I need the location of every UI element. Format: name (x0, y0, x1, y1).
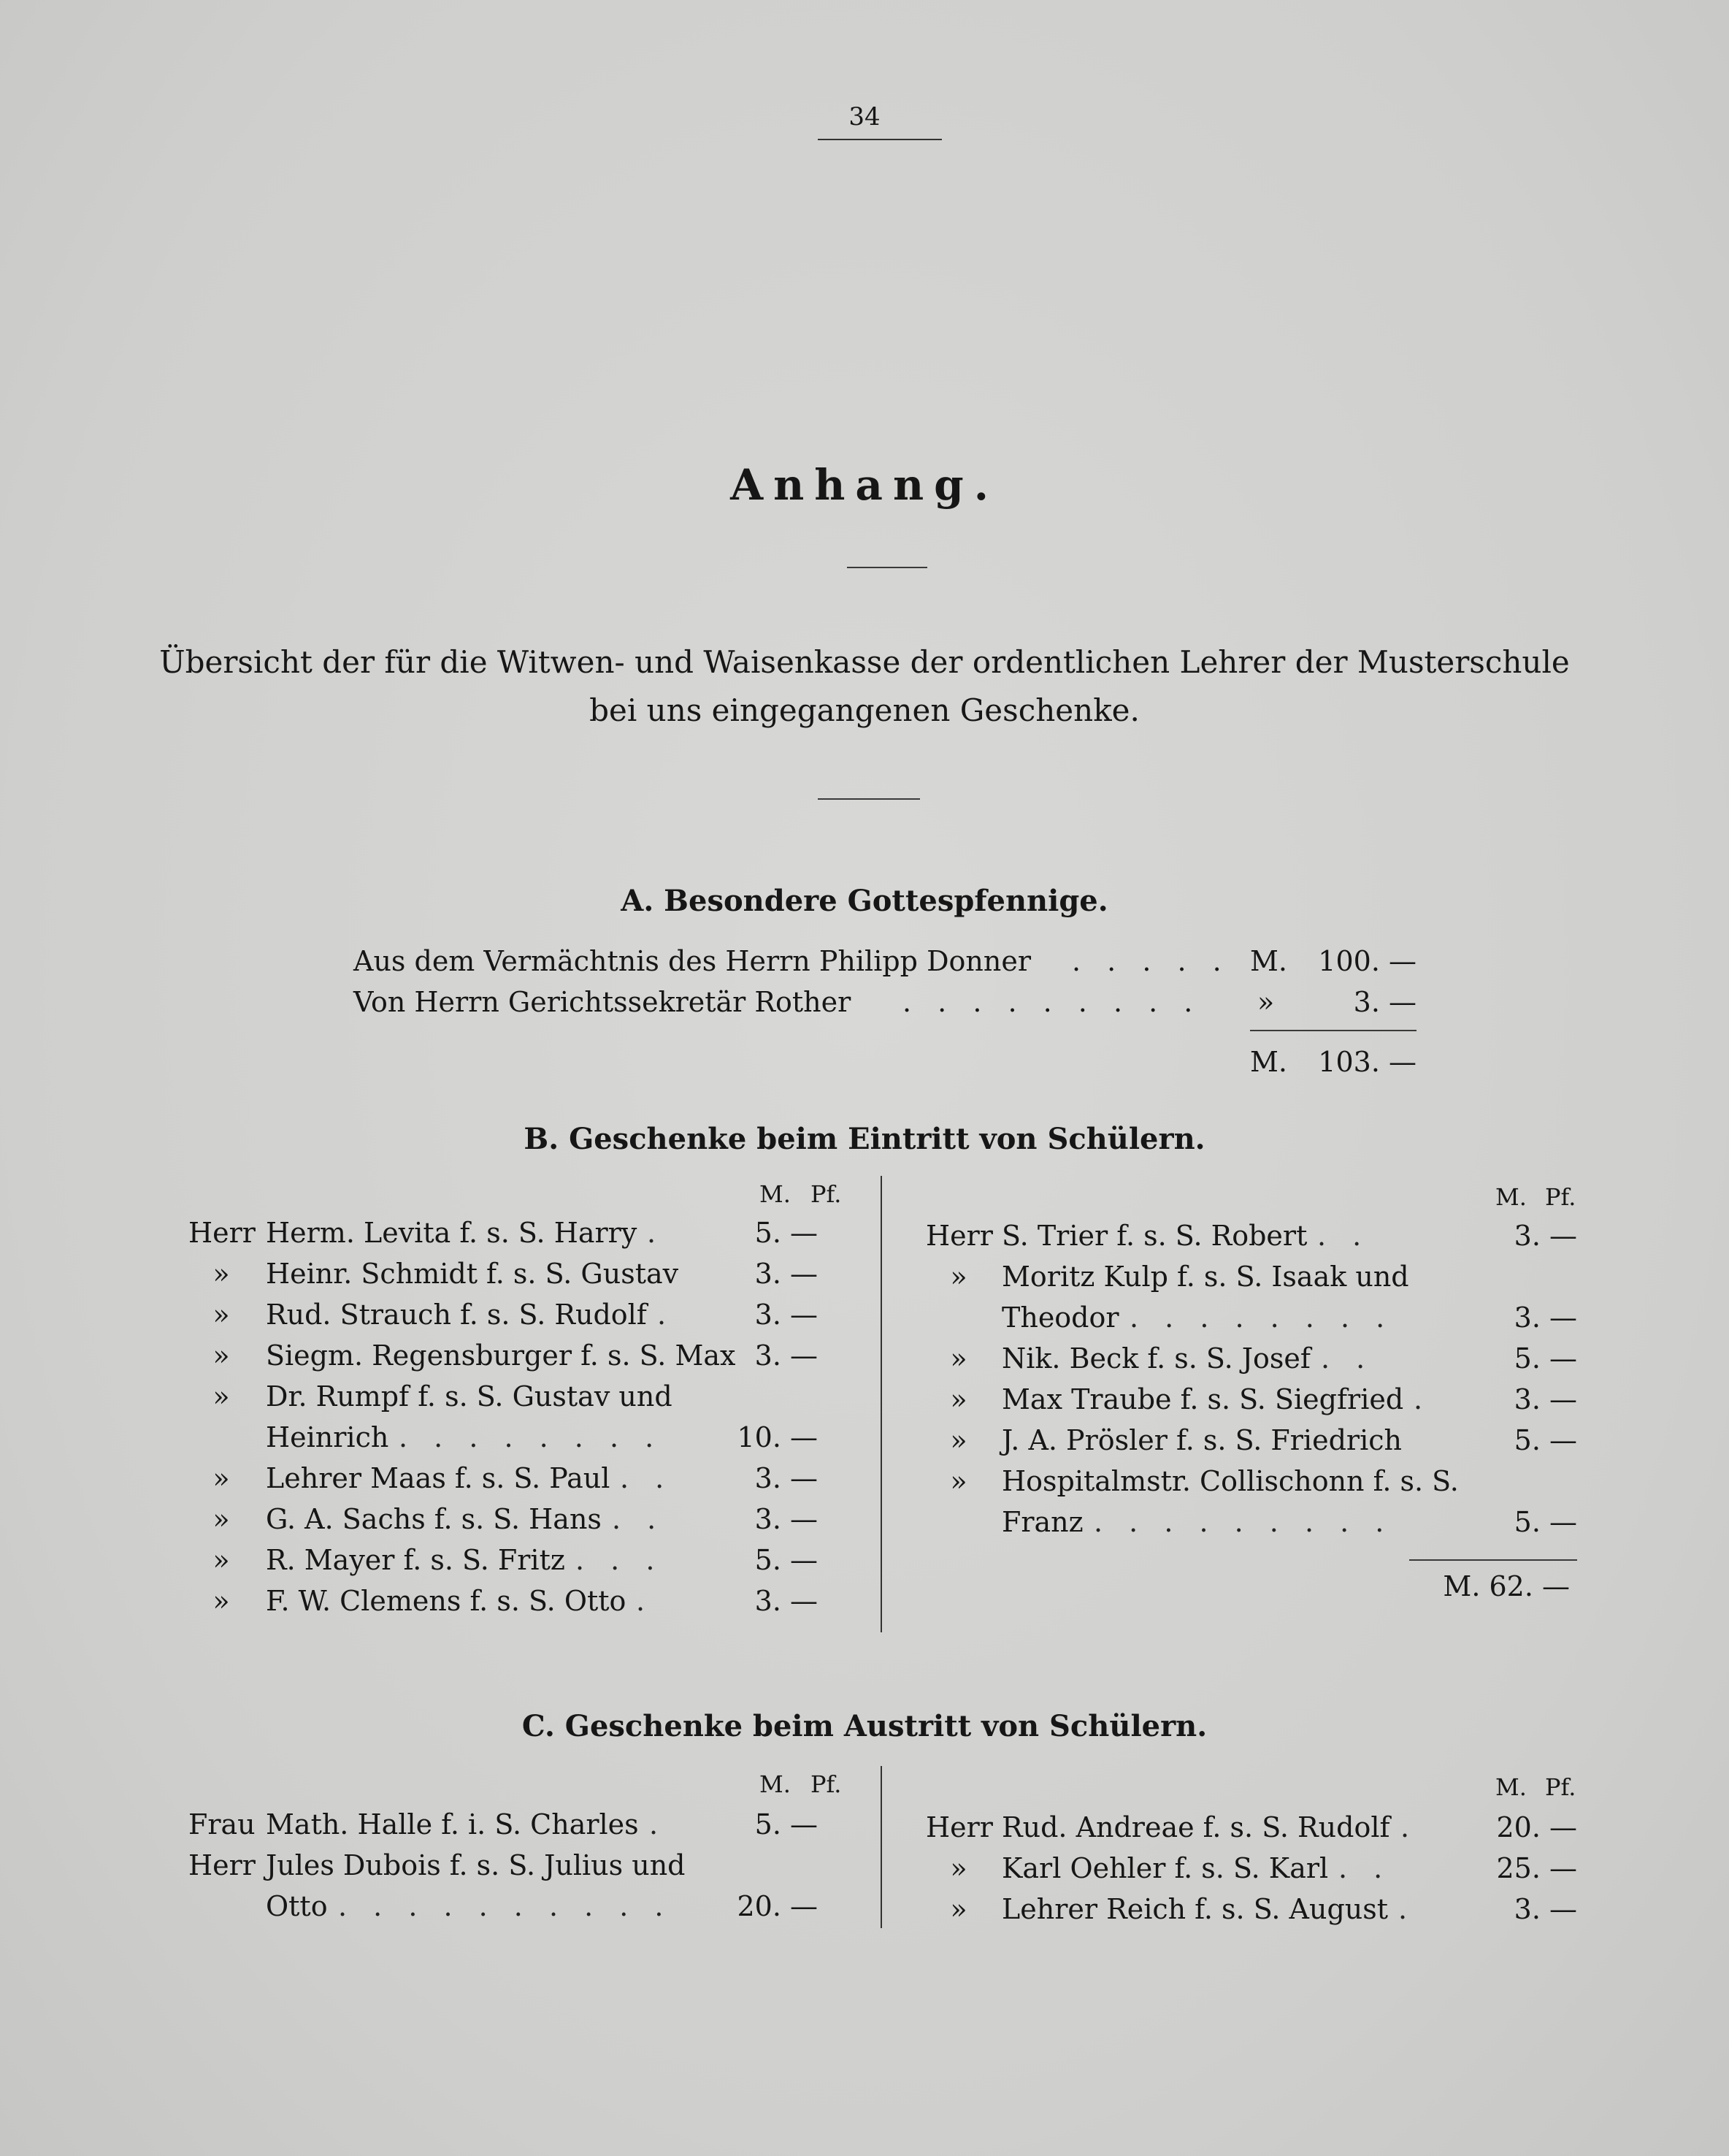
section-c-heading: C. Geschenke beim Austritt von Schülern. (521, 1709, 1208, 1743)
row-amount: 3. — (754, 1503, 818, 1535)
item-amount: 100. — (1318, 945, 1416, 977)
intro-line-1: Übersicht der für die Witwen- und Waisenkasse der ordentlichen Lehrer der Musterschule (159, 644, 1570, 680)
page-number: 34 (848, 102, 881, 131)
row-amount: 10. — (737, 1421, 818, 1453)
row-amount: 25. — (1496, 1852, 1577, 1884)
row-amount: 20. — (1496, 1811, 1577, 1843)
row-amount: 3. — (754, 1258, 818, 1290)
row-text: Heinrich (266, 1421, 389, 1453)
row-text: F. W. Clemens f. s. S. Otto (266, 1585, 626, 1617)
page-number-rule (818, 139, 942, 140)
row-text: S. Trier f. s. S. Robert (1002, 1220, 1308, 1252)
col-header-m: M. (759, 1180, 791, 1208)
row-amount: 3. — (1514, 1893, 1577, 1925)
row-text: G. A. Sachs f. s. S. Hans (266, 1503, 602, 1535)
item-amount: 3. — (1353, 986, 1416, 1018)
row-prefix: » (950, 1383, 967, 1415)
total-prefix: M. (1250, 1046, 1287, 1078)
row-text: Franz (1002, 1506, 1084, 1538)
row-text: J. A. Prösler f. s. S. Friedrich (1002, 1424, 1402, 1456)
row-prefix: Herr (188, 1849, 256, 1881)
page-title: Anhang. (730, 460, 999, 510)
row-text: Lehrer Reich f. s. S. August (1002, 1893, 1389, 1925)
row-text: Theodor (1002, 1301, 1119, 1334)
leader-dots: . . (620, 1462, 673, 1494)
row-prefix: » (212, 1585, 230, 1617)
intro-divider (818, 798, 920, 800)
row-amount: 5. — (754, 1217, 818, 1249)
row-prefix: » (950, 1465, 967, 1497)
leader-dots: . (1400, 1811, 1419, 1843)
row-prefix: » (950, 1261, 967, 1293)
row-amount: 5. — (754, 1808, 818, 1840)
row-text: R. Mayer f. s. S. Fritz (266, 1544, 565, 1576)
title-divider (847, 567, 927, 568)
row-text: Dr. Rumpf f. s. S. Gustav und (266, 1380, 672, 1413)
row-text: Lehrer Maas f. s. S. Paul (266, 1462, 610, 1494)
row-text: Rud. Strauch f. s. S. Rudolf (266, 1299, 647, 1331)
sum-rule (1409, 1559, 1577, 1561)
leader-dots: . . (1321, 1342, 1374, 1375)
row-prefix: » (950, 1424, 967, 1456)
row-prefix: » (212, 1380, 230, 1413)
leader-dots: . . . . . . . . . . (338, 1890, 672, 1922)
leader-dots: . (657, 1299, 675, 1331)
row-text: Hospitalmstr. Collischonn f. s. S. (1002, 1465, 1459, 1497)
col-header-m: M. (1495, 1773, 1527, 1801)
row-prefix: Herr (188, 1217, 256, 1249)
row-prefix: » (950, 1852, 967, 1884)
row-prefix: » (212, 1339, 230, 1372)
section-b-heading: B. Geschenke beim Eintritt von Schülern. (524, 1122, 1205, 1156)
row-prefix: » (212, 1503, 230, 1535)
row-amount: 3. — (1514, 1220, 1577, 1252)
leader-dots: . (1398, 1893, 1416, 1925)
row-text: Math. Halle f. i. S. Charles (266, 1808, 639, 1840)
row-text: Rud. Andreae f. s. S. Rudolf (1002, 1811, 1390, 1843)
leader-dots: . (636, 1585, 654, 1617)
item-text: Von Herrn Gerichtssekretär Rother (353, 986, 851, 1018)
col-header-m: M. (1495, 1183, 1527, 1211)
row-amount: 3. — (754, 1299, 818, 1331)
row-amount: 3. — (754, 1585, 818, 1617)
col-header-pf: Pf. (1545, 1773, 1576, 1801)
leader-dots: . . (612, 1503, 665, 1535)
intro-line-2: bei uns eingegangenen Geschenke. (589, 692, 1140, 728)
row-text: Otto (266, 1890, 328, 1922)
row-amount: 3. — (754, 1339, 818, 1372)
column-divider (881, 1176, 882, 1632)
leader-dots: . . . . . . . . . (1094, 1506, 1393, 1538)
row-amount: 3. — (754, 1462, 818, 1494)
row-amount: 5. — (754, 1544, 818, 1576)
section-b-total: M. 62. — (1443, 1570, 1570, 1602)
section-a-total: 103. — (1318, 1046, 1416, 1078)
leader-dots: . . (1317, 1220, 1370, 1252)
currency-prefix: M. (1250, 945, 1287, 977)
row-prefix: » (950, 1893, 967, 1925)
leader-dots: . (1414, 1383, 1432, 1415)
leader-dots: . . . (575, 1544, 664, 1576)
col-header-pf: Pf. (810, 1770, 842, 1798)
currency-prefix: » (1257, 986, 1275, 1018)
row-amount: 5. — (1514, 1506, 1577, 1538)
leader-dots: . . . . . . . . . (902, 986, 1202, 1018)
row-text: Siegm. Regensburger f. s. S. Max (266, 1339, 736, 1372)
row-prefix: » (212, 1462, 230, 1494)
section-a-heading: A. Besondere Gottespfennige. (621, 884, 1108, 918)
row-text: Herm. Levita f. s. S. Harry (266, 1217, 637, 1249)
row-prefix: » (212, 1258, 230, 1290)
row-text: Moritz Kulp f. s. S. Isaak und (1002, 1261, 1409, 1293)
leader-dots: . (647, 1217, 665, 1249)
row-prefix: Herr (926, 1220, 993, 1252)
row-amount: 5. — (1514, 1424, 1577, 1456)
row-text: Jules Dubois f. s. S. Julius und (266, 1849, 686, 1881)
col-header-pf: Pf. (810, 1180, 842, 1208)
row-amount: 3. — (1514, 1301, 1577, 1334)
row-text: Karl Oehler f. s. S. Karl (1002, 1852, 1329, 1884)
row-amount: 20. — (737, 1890, 818, 1922)
leader-dots: . . . . . . . . (399, 1421, 663, 1453)
row-prefix: » (212, 1544, 230, 1576)
row-prefix: » (212, 1299, 230, 1331)
column-divider (881, 1766, 882, 1928)
sum-rule (1250, 1030, 1416, 1031)
row-amount: 5. — (1514, 1342, 1577, 1375)
leader-dots: . (649, 1808, 667, 1840)
row-text: Heinr. Schmidt f. s. S. Gustav (266, 1258, 679, 1290)
row-prefix: Herr (926, 1811, 993, 1843)
row-prefix: Frau (188, 1808, 256, 1840)
row-text: Nik. Beck f. s. S. Josef (1002, 1342, 1311, 1375)
leader-dots: . . . . . (1072, 945, 1230, 977)
row-amount: 3. — (1514, 1383, 1577, 1415)
item-text: Aus dem Vermächtnis des Herrn Philipp Donner (353, 945, 1032, 977)
leader-dots: . . . . . . . . (1130, 1301, 1394, 1334)
leader-dots: . . (1338, 1852, 1392, 1884)
row-text: Max Traube f. s. S. Siegfried (1002, 1383, 1404, 1415)
col-header-m: M. (759, 1770, 791, 1798)
row-prefix: » (950, 1342, 967, 1375)
col-header-pf: Pf. (1545, 1183, 1576, 1211)
